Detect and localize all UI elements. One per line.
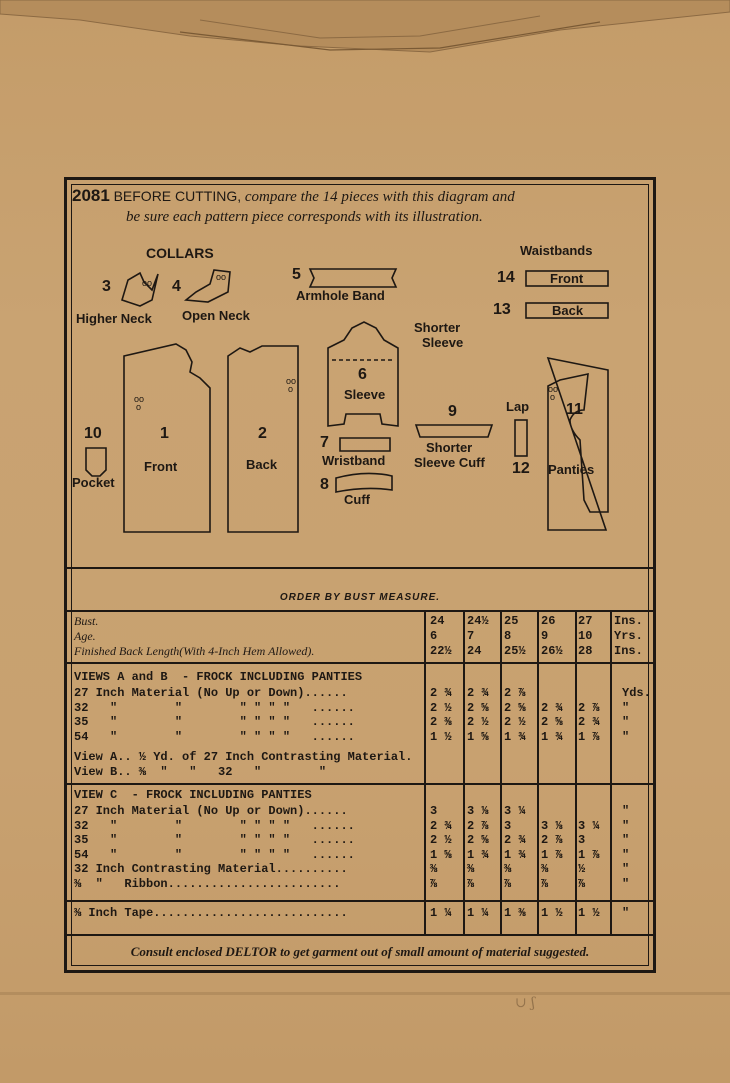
row-value: 3 ⅛: [541, 818, 563, 833]
row-label: 54 " " " " " " ......: [74, 847, 355, 862]
row-unit: Yds.: [622, 686, 651, 700]
ages-cell: 7: [467, 629, 475, 643]
cuff9-label2: Sleeve Cuff: [414, 455, 485, 470]
label-9: 9: [448, 403, 457, 420]
row-value: ⅜: [430, 862, 438, 876]
row-unit: ": [622, 862, 630, 876]
pattern-number: 2081: [72, 186, 110, 205]
footer-note: Consult enclosed DELTOR to get garment out of small amount of material suggested.: [130, 944, 590, 959]
view-b-note: View B.. ⅜ " " 32 " ": [74, 765, 327, 779]
row-value: 2 ¾: [430, 818, 452, 833]
svg-text:oo: oo: [216, 272, 227, 282]
sizes-cell: 24½: [467, 614, 489, 628]
label-7: 7: [320, 434, 329, 451]
row-value: 2 ¾: [541, 700, 563, 715]
wristband-label: Wristband: [322, 453, 386, 468]
svg-text:o: o: [550, 392, 556, 402]
age-label: Age.: [74, 629, 96, 643]
row-value: 2 ⅝: [467, 700, 489, 715]
label-13: 13: [493, 301, 511, 318]
label-10: 10: [84, 425, 102, 442]
row-value: 2 ⅞: [541, 833, 563, 847]
collar-3-shape: [122, 273, 158, 306]
sizes-cell: 27: [578, 614, 593, 628]
waistbands-title: Waistbands: [520, 243, 593, 258]
unit-cell: Ins.: [614, 644, 643, 658]
row-value: 3: [430, 804, 438, 818]
row-value: 2 ¾: [578, 715, 600, 729]
shorter-cuff-shape: [416, 425, 492, 437]
tape-unit: ": [622, 906, 630, 920]
table-top-divider: [66, 567, 654, 569]
label-4: 4: [172, 278, 181, 295]
row-unit: ": [622, 847, 630, 862]
row-value: 2 ¾: [430, 686, 452, 700]
lap-label: Lap: [506, 399, 530, 414]
row-value: 3: [578, 833, 586, 847]
label-14: 14: [497, 269, 515, 286]
back_lengths-cell: 28: [578, 644, 593, 658]
sizes-cell: 24: [430, 614, 445, 628]
svg-text:o: o: [136, 402, 142, 412]
row-value: 2 ¾: [504, 833, 526, 847]
row-value: 3 ¼: [578, 818, 600, 833]
back_lengths-cell: 22½: [430, 644, 452, 658]
unit-cell: Yrs.: [614, 629, 643, 643]
row-value: 2 ½: [504, 715, 526, 729]
row-label: 35 " " " " " " ......: [74, 833, 355, 847]
row-value: 2 ¾: [467, 686, 489, 700]
tape-value: 1 ½: [541, 906, 563, 920]
ages-cell: 6: [430, 629, 438, 643]
row-value: ⅞: [578, 876, 586, 891]
svg-text:oo: oo: [142, 278, 153, 288]
row-value: 1 ⅞: [541, 847, 563, 862]
svg-text:oo: oo: [286, 376, 297, 386]
row-value: ⅜: [541, 862, 549, 876]
row-value: ⅞: [504, 876, 512, 891]
label-3: 3: [102, 278, 111, 295]
tape-value: 1 ¼: [467, 906, 489, 920]
back_lengths-cell: 25½: [504, 644, 526, 658]
row-value: 2 ½: [430, 700, 452, 715]
higher-neck-label: Higher Neck: [76, 311, 152, 326]
sizes-cell: 25: [504, 614, 519, 628]
row-value: 2 ⅞: [467, 818, 489, 833]
row-value: ⅞: [541, 876, 549, 891]
waistband-back-label: Back: [552, 303, 584, 318]
svg-text:oo: oo: [548, 384, 559, 394]
row-value: 1 ⅝: [467, 729, 489, 744]
view-a-note: View A.. ½ Yd. of 27 Inch Contrasting Material.: [74, 750, 413, 764]
row-value: ½: [578, 862, 586, 876]
back_lengths-cell: 26½: [541, 644, 563, 658]
armhole-band-label: Armhole Band: [296, 288, 385, 303]
tape-value: 1 ½: [578, 906, 600, 920]
row-label: 32 Inch Contrasting Material..........: [74, 862, 348, 876]
row-value: 1 ¾: [504, 729, 526, 744]
wristband-shape: [340, 438, 390, 451]
tape-label: ⅜ Inch Tape...........................: [74, 906, 348, 920]
row-value: ⅞: [430, 876, 438, 891]
row-value: 2 ½: [430, 833, 452, 847]
stain-mark: ∪ ʃ: [515, 995, 535, 1011]
row-value: 1 ⅝: [430, 847, 452, 862]
row-value: 1 ⅞: [578, 847, 600, 862]
label-6: 6: [358, 366, 367, 383]
before-cutting: BEFORE CUTTING,: [113, 188, 242, 204]
row-value: 2 ⅜: [430, 715, 452, 729]
section-ab-title: VIEWS A and B - FROCK INCLUDING PANTIES: [74, 670, 363, 684]
row-value: 3: [504, 818, 512, 833]
header-line2: be sure each pattern piece corresponds with its illustration.: [126, 209, 483, 225]
front-label: Front: [144, 459, 178, 474]
row-value: 1 ½: [430, 729, 452, 744]
cuff-label: Cuff: [344, 492, 370, 507]
label-2: 2: [258, 425, 267, 442]
pocket-label: Pocket: [72, 475, 115, 490]
row-value: ⅜: [467, 862, 475, 876]
row-label: 54 " " " " " " ......: [74, 729, 355, 744]
row-unit: ": [622, 818, 630, 833]
waistband-front-label: Front: [550, 271, 584, 286]
sleeve-label-2: Sleeve: [422, 335, 464, 350]
sleeve-label: Sleeve: [344, 387, 386, 402]
row-unit: ": [622, 876, 630, 891]
label-8: 8: [320, 476, 329, 493]
label-12: 12: [512, 460, 530, 477]
row-label: 27 Inch Material (No Up or Down)......: [74, 804, 348, 818]
order-title: ORDER BY BUST MEASURE.: [279, 592, 441, 603]
open-neck-label: Open Neck: [182, 308, 250, 323]
ages-cell: 9: [541, 629, 549, 643]
ages-cell: 8: [504, 629, 512, 643]
back_lengths-cell: 24: [467, 644, 482, 658]
tape-value: 1 ¼: [430, 906, 452, 920]
row-unit: ": [622, 833, 630, 847]
row-value: 2 ⅝: [541, 715, 563, 729]
row-value: 3 ¼: [504, 804, 526, 818]
row-label: 27 Inch Material (No Up or Down)......: [74, 686, 348, 700]
label-5: 5: [292, 266, 301, 283]
row-label: ⅜ " Ribbon........................: [74, 876, 341, 891]
lap-shape: [515, 420, 527, 456]
row-value: 1 ¾: [541, 729, 563, 744]
tape-value: 1 ⅜: [504, 906, 526, 920]
label-1: 1: [160, 425, 169, 442]
sizes-cell: 26: [541, 614, 556, 628]
row-value: 1 ⅞: [578, 729, 600, 744]
row-unit: ": [622, 700, 630, 715]
row-value: ⅞: [467, 876, 475, 891]
svg-text:oo: oo: [134, 394, 145, 404]
ages-cell: 10: [578, 629, 593, 643]
row-value: 2 ½: [467, 715, 489, 729]
panties-label: Panties: [548, 462, 595, 477]
row-value: 1 ¾: [504, 847, 526, 862]
row-unit: ": [622, 729, 630, 744]
cuff-shape: [336, 473, 392, 492]
row-label: 35 " " " " " " ......: [74, 715, 355, 729]
unit-cell: Ins.: [614, 614, 643, 628]
armhole-band-shape: [310, 269, 396, 287]
row-label: 32 " " " " " " ......: [74, 818, 355, 833]
row-value: 2 ⅞: [504, 686, 526, 700]
row-value: 2 ⅝: [504, 700, 526, 715]
row-value: 1 ¾: [467, 847, 489, 862]
pocket-shape: [86, 448, 106, 476]
back-label: Back: [246, 457, 278, 472]
bust-label: Bust.: [74, 614, 99, 628]
row-unit: ": [622, 715, 630, 729]
section-c-title: VIEW C - FROCK INCLUDING PANTIES: [74, 788, 312, 802]
row-unit: ": [622, 804, 630, 818]
svg-text:o: o: [288, 384, 294, 394]
back-length-label: Finished Back Length(With 4-Inch Hem Allowed).: [74, 644, 315, 658]
shorter-label: Shorter: [414, 320, 461, 335]
row-value: ⅜: [504, 862, 512, 876]
cuff9-label1: Shorter: [426, 440, 473, 455]
row-label: 32 " " " " " " ......: [74, 700, 355, 715]
row-value: 3 ⅛: [467, 804, 489, 818]
collars-title: COLLARS: [146, 245, 214, 261]
label-11: 11: [566, 401, 583, 418]
header-line1: compare the 14 pieces with this diagram and: [244, 189, 515, 205]
row-value: 2 ⅞: [578, 700, 600, 715]
row-value: 2 ⅝: [467, 833, 489, 847]
